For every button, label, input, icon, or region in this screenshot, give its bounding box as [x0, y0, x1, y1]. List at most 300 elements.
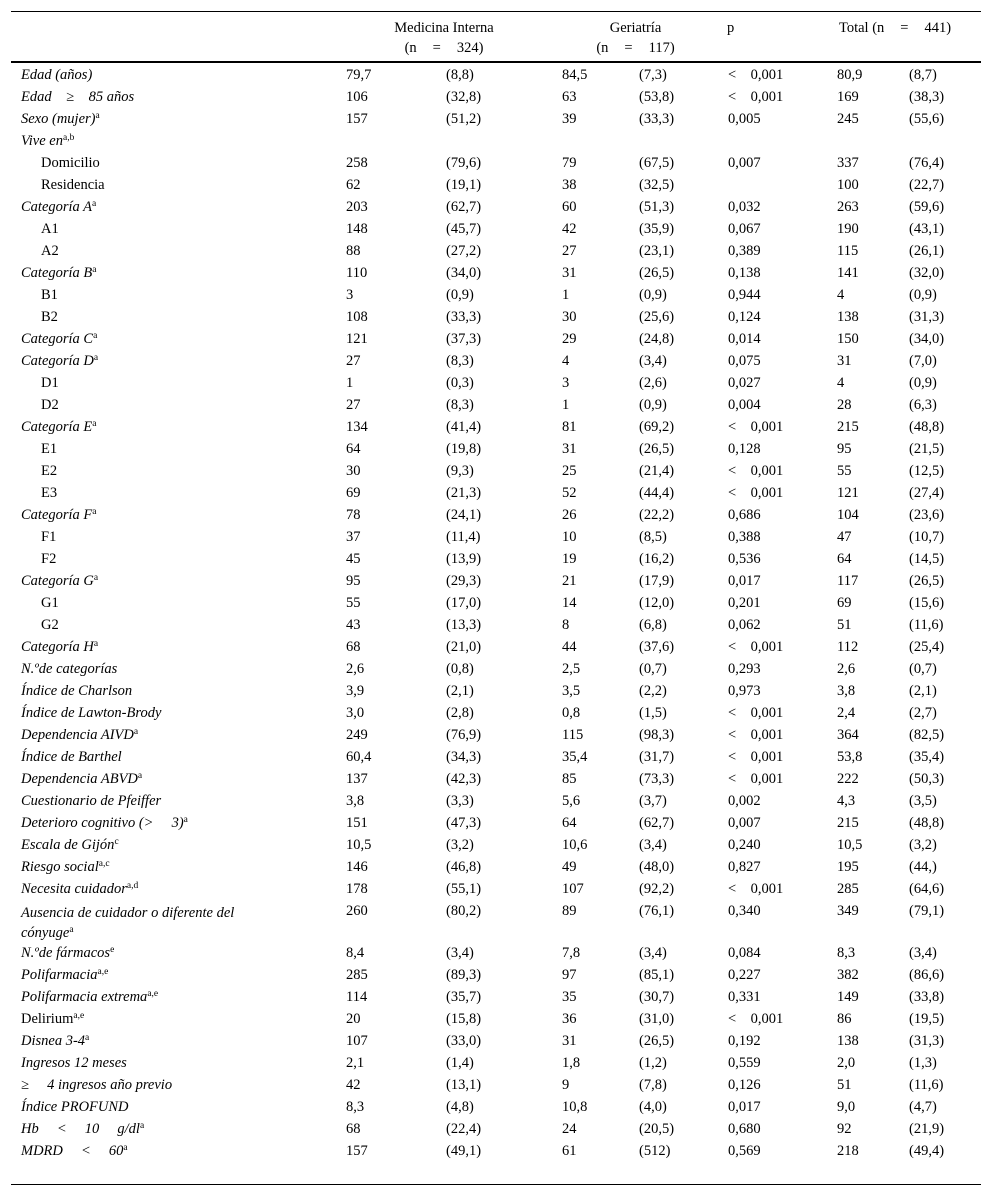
geriatria-percent: (31,0) [639, 1011, 675, 1027]
medicina-interna-value: 20 [346, 1011, 361, 1027]
footnote-marker: a [92, 265, 97, 275]
footnote-marker: a,e [97, 967, 109, 977]
medicina-interna-percent: (19,8) [446, 441, 482, 457]
total-percent: (0,9) [909, 375, 937, 391]
footnote-marker: c [114, 837, 119, 847]
medicina-interna-percent: (24,1) [446, 507, 482, 523]
total-percent: (10,7) [909, 529, 945, 545]
medicina-interna-value: 95 [346, 573, 361, 589]
p-value: 0,686 [728, 507, 761, 523]
footnote-marker: a [85, 1033, 90, 1043]
geriatria-value: 8 [562, 617, 570, 633]
total-value: 215 [837, 815, 859, 831]
geriatria-percent: (23,1) [639, 243, 675, 259]
table-row [11, 525, 981, 547]
row-label: Polifarmacia extrema$^{a,e}$ [21, 989, 159, 1005]
total-percent: (21,5) [909, 441, 945, 457]
medicina-interna-value: 68 [346, 639, 361, 655]
geriatria-value: 27 [562, 243, 577, 259]
table-row [11, 393, 981, 415]
header-medicina-interna [384, 18, 504, 58]
total-value: 218 [837, 1143, 859, 1159]
geriatria-percent: (4,0) [639, 1099, 667, 1115]
row-label: Dependencia AIVD$^a$ [21, 727, 139, 743]
geriatria-percent: (16,2) [639, 551, 675, 567]
medicina-interna-value: 258 [346, 155, 368, 171]
total-value: 8,3 [837, 945, 856, 961]
geriatria-percent: (22,2) [639, 507, 675, 523]
total-percent: (48,8) [909, 815, 945, 831]
row-label: Hb < 10 $g/dl^a$ [21, 1121, 145, 1137]
table-row [11, 985, 981, 1007]
p-value: 0,007 [728, 155, 761, 171]
p-value: 0,067 [728, 221, 761, 237]
geriatria-percent: (51,3) [639, 199, 675, 215]
geriatria-value: 61 [562, 1143, 577, 1159]
table-row [11, 569, 981, 591]
medicina-interna-percent: (3,2) [446, 837, 474, 853]
table-row [11, 239, 981, 261]
geriatria-value: 21 [562, 573, 577, 589]
total-value: 2,6 [837, 661, 856, 677]
medicina-interna-percent: (3,4) [446, 945, 474, 961]
geriatria-percent: (76,1) [639, 903, 675, 919]
geriatria-percent: (1,2) [639, 1055, 667, 1071]
geriatria-percent: (2,6) [639, 375, 667, 391]
total-percent: (35,4) [909, 749, 945, 765]
total-value: 2,4 [837, 705, 856, 721]
table-row [11, 877, 981, 899]
row-label: Deterioro cognitivo (> 3)$^a$ [21, 815, 188, 831]
row-label: Ingresos 12 meses [21, 1055, 127, 1071]
footnote-marker: e [110, 945, 115, 955]
geriatria-value: 1 [562, 287, 570, 303]
footnote-marker: a [93, 573, 99, 583]
total-percent: (21,9) [909, 1121, 945, 1137]
p-value: 0,002 [728, 793, 761, 809]
medicina-interna-value: 249 [346, 727, 368, 743]
geriatria-value: 49 [562, 859, 577, 875]
total-value: 55 [837, 463, 852, 479]
p-value: < 0,001 [728, 89, 784, 105]
geriatria-value: 89 [562, 903, 577, 919]
table-row [11, 437, 981, 459]
geriatria-value: 7,8 [562, 945, 581, 961]
table-row [11, 941, 981, 963]
footnote-marker: a,e [73, 1011, 85, 1021]
medicina-interna-value: 78 [346, 507, 361, 523]
row-label: A2 [41, 243, 59, 259]
geriatria-percent: (85,1) [639, 967, 675, 983]
row-label: Edad (años) [21, 67, 93, 83]
total-value: 195 [837, 859, 859, 875]
table-bottom-rule [11, 1184, 981, 1185]
table-row [11, 547, 981, 569]
geriatria-value: 5,6 [562, 793, 581, 809]
row-label: G2 [41, 617, 59, 633]
p-value: < 0,001 [728, 639, 784, 655]
total-percent: (0,7) [909, 661, 937, 677]
medicina-interna-percent: (33,3) [446, 309, 482, 325]
medicina-interna-percent: (1,4) [446, 1055, 474, 1071]
p-value: < 0,001 [728, 419, 784, 435]
row-label: Escala de Gijón$^c$ [21, 837, 119, 853]
geriatria-percent: (44,4) [639, 485, 675, 501]
total-percent: (3,2) [909, 837, 937, 853]
row-label: E3 [41, 485, 58, 501]
total-percent: (7,0) [909, 353, 937, 369]
p-value: 0,536 [728, 551, 761, 567]
total-value: 28 [837, 397, 852, 413]
medicina-interna-value: 148 [346, 221, 368, 237]
medicina-interna-value: 203 [346, 199, 368, 215]
table-body [11, 63, 981, 1161]
row-label: E2 [41, 463, 58, 479]
table-row [11, 217, 981, 239]
row-label: B2 [41, 309, 58, 325]
table-row [11, 811, 981, 833]
p-value: 0,062 [728, 617, 761, 633]
medicina-interna-value: 68 [346, 1121, 361, 1137]
footnote-marker: a [95, 111, 100, 121]
table-row [11, 745, 981, 767]
header-medicina-interna-n: (n = 324) [404, 40, 484, 56]
medicina-interna-value: 60,4 [346, 749, 372, 765]
medicina-interna-value: 137 [346, 771, 368, 787]
p-value: 0,944 [728, 287, 761, 303]
row-label: Categoría $E^a$ [21, 419, 97, 435]
p-value: < 0,001 [728, 485, 784, 501]
geriatria-value: 84,5 [562, 67, 588, 83]
geriatria-percent: (53,8) [639, 89, 675, 105]
table-row [11, 85, 981, 107]
medicina-interna-value: 8,3 [346, 1099, 365, 1115]
total-percent: (15,6) [909, 595, 945, 611]
p-value: 0,004 [728, 397, 761, 413]
table-row [11, 767, 981, 789]
medicina-interna-percent: (17,0) [446, 595, 482, 611]
geriatria-percent: (69,2) [639, 419, 675, 435]
total-percent: (32,0) [909, 265, 945, 281]
p-value: 0,027 [728, 375, 761, 391]
geriatria-percent: (12,0) [639, 595, 675, 611]
table-row [11, 679, 981, 701]
row-label: N.ºde categorías [21, 661, 118, 677]
total-value: 2,0 [837, 1055, 856, 1071]
medicina-interna-percent: (76,9) [446, 727, 482, 743]
geriatria-value: 81 [562, 419, 577, 435]
p-value: 0,388 [728, 529, 761, 545]
table-row [11, 1073, 981, 1095]
medicina-interna-value: 3 [346, 287, 354, 303]
table-row [11, 173, 981, 195]
header-medicina-interna-label: Medicina Interna [394, 20, 494, 36]
medicina-interna-percent: (3,3) [446, 793, 474, 809]
geriatria-value: 64 [562, 815, 577, 831]
medicina-interna-percent: (22,4) [446, 1121, 482, 1137]
total-value: 104 [837, 507, 859, 523]
medicina-interna-percent: (47,3) [446, 815, 482, 831]
total-value: 285 [837, 881, 859, 897]
medicina-interna-value: 121 [346, 331, 368, 347]
total-percent: (43,1) [909, 221, 945, 237]
geriatria-value: 0,8 [562, 705, 581, 721]
medicina-interna-value: 45 [346, 551, 361, 567]
medicina-interna-value: 178 [346, 881, 368, 897]
total-value: 53,8 [837, 749, 863, 765]
geriatria-value: 29 [562, 331, 577, 347]
medicina-interna-value: 10,5 [346, 837, 372, 853]
total-percent: (19,5) [909, 1011, 945, 1027]
geriatria-percent: (6,8) [639, 617, 667, 633]
medicina-interna-value: 106 [346, 89, 368, 105]
table-row [11, 1051, 981, 1073]
medicina-interna-percent: (79,6) [446, 155, 482, 171]
geriatria-percent: (92,2) [639, 881, 675, 897]
medicina-interna-value: 3,0 [346, 705, 365, 721]
total-percent: (3,4) [909, 945, 937, 961]
geriatria-value: 25 [562, 463, 577, 479]
medicina-interna-value: 42 [346, 1077, 361, 1093]
medicina-interna-percent: (8,3) [446, 397, 474, 413]
total-value: 4 [837, 375, 845, 391]
footnote-marker: a,e [147, 989, 159, 999]
total-percent: (11,6) [909, 1077, 944, 1093]
p-value: 0,128 [728, 441, 761, 457]
medicina-interna-percent: (15,8) [446, 1011, 482, 1027]
footnote-marker: a [93, 331, 98, 341]
geriatria-value: 24 [562, 1121, 577, 1137]
medicina-interna-value: 110 [346, 265, 368, 281]
p-value: < 0,001 [728, 771, 784, 787]
table-row [11, 1117, 981, 1139]
geriatria-percent: (0,9) [639, 397, 667, 413]
row-label: D1 [41, 375, 59, 391]
geriatria-value: 31 [562, 1033, 577, 1049]
table-row [11, 107, 981, 129]
geriatria-percent: (7,8) [639, 1077, 667, 1093]
total-percent: (22,7) [909, 177, 945, 193]
geriatria-percent: (25,6) [639, 309, 675, 325]
geriatria-percent: (8,5) [639, 529, 667, 545]
medicina-interna-percent: (89,3) [446, 967, 482, 983]
medicina-interna-value: 151 [346, 815, 368, 831]
medicina-interna-percent: (13,1) [446, 1077, 482, 1093]
medicina-interna-value: 88 [346, 243, 361, 259]
footnote-marker: a [93, 639, 99, 649]
p-value: 0,973 [728, 683, 761, 699]
geriatria-percent: (98,3) [639, 727, 675, 743]
row-label: G1 [41, 595, 59, 611]
medicina-interna-value: 114 [346, 989, 368, 1005]
p-value: 0,569 [728, 1143, 761, 1159]
table-row [11, 503, 981, 525]
geriatria-percent: (3,7) [639, 793, 667, 809]
total-percent: (38,3) [909, 89, 945, 105]
p-value: 0,389 [728, 243, 761, 259]
total-value: 92 [837, 1121, 852, 1137]
table-row [11, 349, 981, 371]
medicina-interna-percent: (21,0) [446, 639, 482, 655]
medicina-interna-value: 108 [346, 309, 368, 325]
medicina-interna-value: 1 [346, 375, 354, 391]
geriatria-value: 3 [562, 375, 570, 391]
geriatria-value: 36 [562, 1011, 577, 1027]
row-label: F2 [41, 551, 57, 567]
medicina-interna-percent: (32,8) [446, 89, 482, 105]
p-value: 0,075 [728, 353, 761, 369]
geriatria-percent: (62,7) [639, 815, 675, 831]
p-value: 0,017 [728, 1099, 761, 1115]
geriatria-percent: (3,4) [639, 945, 667, 961]
row-label: Necesita cuidador$^{a,d}$ [21, 881, 139, 897]
table-row [11, 129, 981, 151]
medicina-interna-percent: (21,3) [446, 485, 482, 501]
total-percent: (3,5) [909, 793, 937, 809]
geriatria-percent: (24,8) [639, 331, 675, 347]
row-label: MDRD < 60$^a$ [21, 1143, 128, 1159]
table-row [11, 195, 981, 217]
table-row [11, 283, 981, 305]
table-row [11, 963, 981, 985]
p-value: 0,014 [728, 331, 761, 347]
footnote-marker: a [92, 199, 97, 209]
footnote-marker: a,c [98, 859, 110, 869]
table-row [11, 1139, 981, 1161]
medicina-interna-percent: (19,1) [446, 177, 482, 193]
total-value: 382 [837, 967, 859, 983]
geriatria-percent: (20,5) [639, 1121, 675, 1137]
geriatria-percent: (17,9) [639, 573, 675, 589]
medicina-interna-value: 2,6 [346, 661, 365, 677]
medicina-interna-percent: (2,1) [446, 683, 474, 699]
footnote-marker: a [92, 419, 97, 429]
p-value: 0,827 [728, 859, 761, 875]
geriatria-percent: (73,3) [639, 771, 675, 787]
geriatria-value: 97 [562, 967, 577, 983]
p-value: 0,293 [728, 661, 761, 677]
medicina-interna-percent: (80,2) [446, 903, 482, 919]
total-value: 337 [837, 155, 859, 171]
geriatria-percent: (37,6) [639, 639, 675, 655]
footnote-marker: a [133, 727, 139, 737]
total-percent: (82,5) [909, 727, 945, 743]
row-label: Índice PROFUND [21, 1099, 129, 1115]
footnote-marker: a [69, 925, 74, 935]
p-value: < 0,001 [728, 881, 784, 897]
total-percent: (12,5) [909, 463, 945, 479]
total-percent: (1,3) [909, 1055, 937, 1071]
row-label: ≥ 4 ingresos año previo [21, 1077, 173, 1093]
total-percent: (27,4) [909, 485, 945, 501]
total-percent: (14,5) [909, 551, 945, 567]
geriatria-value: 52 [562, 485, 577, 501]
total-percent: (26,5) [909, 573, 945, 589]
medicina-interna-value: 55 [346, 595, 361, 611]
total-percent: (23,6) [909, 507, 945, 523]
medicina-interna-value: 157 [346, 111, 368, 127]
total-value: 64 [837, 551, 852, 567]
total-percent: (4,7) [909, 1099, 937, 1115]
p-value: < 0,001 [728, 727, 784, 743]
p-value: < 0,001 [728, 67, 784, 83]
row-label: Vive en$^{a,b}$ [21, 133, 75, 149]
total-percent: (64,6) [909, 881, 945, 897]
footnote-marker: a [93, 353, 99, 363]
geriatria-value: 1 [562, 397, 570, 413]
row-label: Ausencia de cuidador o diferente del cónyuge$^a$ [21, 905, 235, 941]
row-label: Polifarmacia$^{a,e}$ [21, 967, 109, 983]
p-value: 0,192 [728, 1033, 761, 1049]
geriatria-value: 44 [562, 639, 577, 655]
geriatria-value: 4 [562, 353, 570, 369]
row-label: Disnea 3-4$^a$ [21, 1033, 90, 1049]
medicina-interna-percent: (9,3) [446, 463, 474, 479]
medicina-interna-percent: (0,3) [446, 375, 474, 391]
geriatria-value: 10,6 [562, 837, 588, 853]
table-row [11, 789, 981, 811]
geriatria-percent: (0,9) [639, 287, 667, 303]
medicina-interna-value: 79,7 [346, 67, 372, 83]
row-label: Categoría $H^a$ [21, 639, 99, 655]
table-row [11, 635, 981, 657]
medicina-interna-percent: (34,0) [446, 265, 482, 281]
total-value: 31 [837, 353, 852, 369]
total-percent: (86,6) [909, 967, 945, 983]
geriatria-percent: (32,5) [639, 177, 675, 193]
total-value: 47 [837, 529, 852, 545]
row-label: E1 [41, 441, 58, 457]
p-value: 0,124 [728, 309, 761, 325]
total-value: 138 [837, 309, 859, 325]
total-value: 9,0 [837, 1099, 856, 1115]
medicina-interna-percent: (46,8) [446, 859, 482, 875]
medicina-interna-value: 260 [346, 903, 368, 919]
row-label: Edad ≥ 85 años [21, 89, 135, 105]
medicina-interna-percent: (42,3) [446, 771, 482, 787]
total-percent: (26,1) [909, 243, 945, 259]
table-row [11, 1007, 981, 1029]
medicina-interna-percent: (8,8) [446, 67, 474, 83]
row-label: Domicilio [41, 155, 100, 171]
geriatria-value: 38 [562, 177, 577, 193]
medicina-interna-value: 64 [346, 441, 361, 457]
row-label: B1 [41, 287, 58, 303]
table-row [11, 723, 981, 745]
table-row [11, 701, 981, 723]
p-value: < 0,001 [728, 749, 784, 765]
table-row [11, 899, 981, 941]
p-value: 0,331 [728, 989, 761, 1005]
table-row [11, 327, 981, 349]
table-row [11, 855, 981, 877]
medicina-interna-value: 27 [346, 397, 361, 413]
medicina-interna-percent: (11,4) [446, 529, 481, 545]
medicina-interna-value: 3,8 [346, 793, 365, 809]
total-value: 10,5 [837, 837, 863, 853]
total-value: 3,8 [837, 683, 856, 699]
row-label: Categoría $D^a$ [21, 353, 99, 369]
total-value: 80,9 [837, 67, 863, 83]
medicina-interna-value: 134 [346, 419, 368, 435]
medicina-interna-percent: (45,7) [446, 221, 482, 237]
geriatria-percent: (35,9) [639, 221, 675, 237]
total-value: 69 [837, 595, 852, 611]
p-value: 0,032 [728, 199, 761, 215]
total-value: 149 [837, 989, 859, 1005]
p-value: 0,084 [728, 945, 761, 961]
total-value: 112 [837, 639, 859, 655]
